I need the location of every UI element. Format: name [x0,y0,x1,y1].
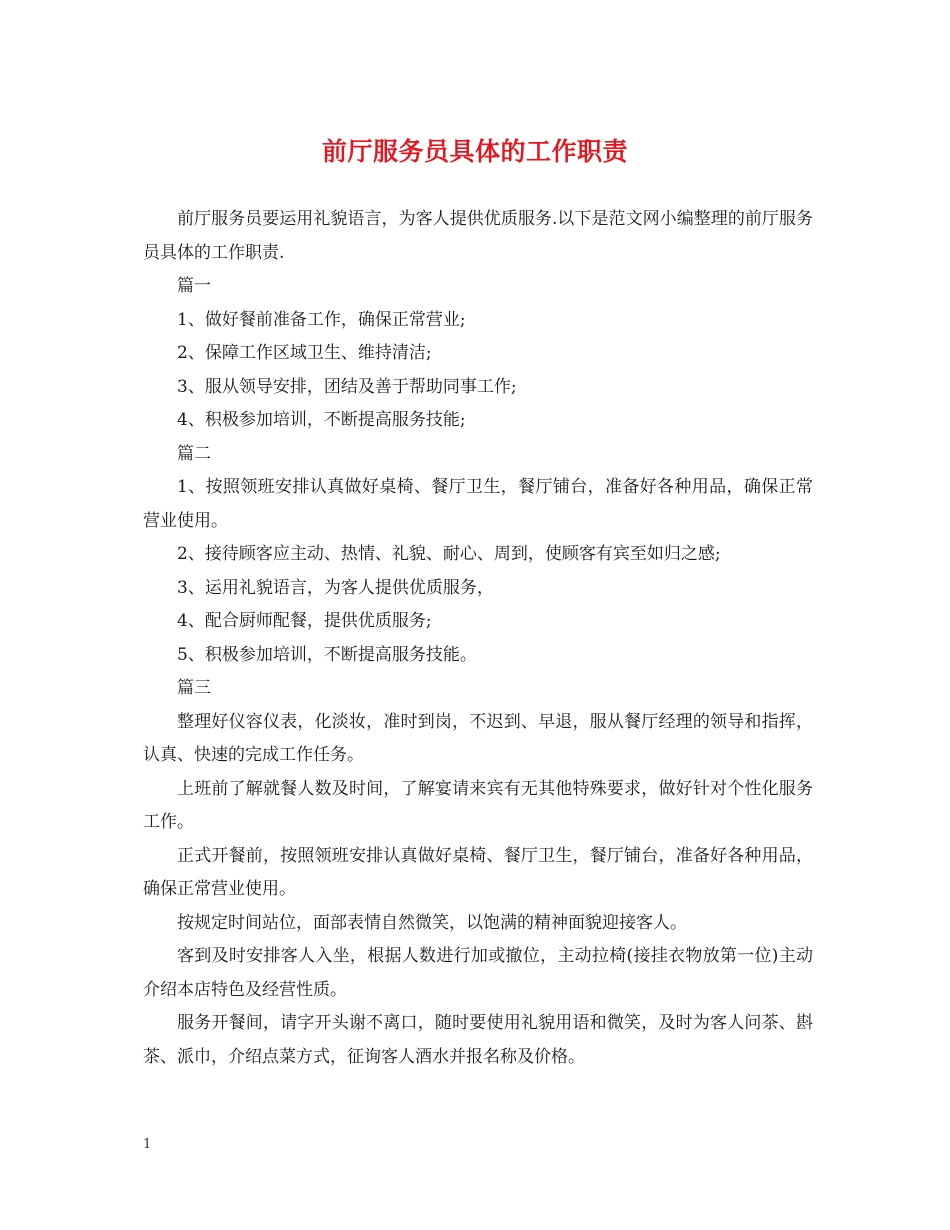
list-item: 3、运用礼貌语言，为客人提供优质服务， [177,577,494,598]
paragraph: 按规定时间站位，面部表情自然微笑，以饱满的精神面貌迎接客人。 [177,912,687,933]
document-title: 前厅服务员具体的工作职责 [321,137,628,166]
list-item: 2、保障工作区域卫生、维持清洁; [177,343,432,363]
document-body [143,203,813,1074]
paragraph: 服务开餐间，请字开头谢不离口，随时要使用礼貌用语和微笑，及时为客人问茶、斟茶、派巾，介绍点菜方式，征询客人酒水并报名称及价格。 [143,1013,813,1067]
section-heading-1: 篇一 [177,276,211,296]
list-item: 4、配合厨师配餐，提供优质服务; [177,611,432,631]
list-item: 4、积极参加培训，不断提高服务技能; [177,410,466,430]
list-item: 5、积极参加培训，不断提高服务技能。 [177,644,477,665]
section-heading-3: 篇三 [177,678,211,698]
paragraph: 客到及时安排客人入坐，根据人数进行加或撤位，主动拉椅(接挂衣物放第一位)主动介绍本店特色及经营性质。 [143,946,813,1000]
paragraph: 上班前了解就餐人数及时间，了解宴请来宾有无其他特殊要求，做好针对个性化服务工作。 [143,778,813,832]
list-item: 3、服从领导安排，团结及善于帮助同事工作; [177,376,517,397]
list-item: 1、做好餐前准备工作，确保正常营业; [177,309,466,330]
list-item: 1、按照领班安排认真做好桌椅、餐厅卫生，餐厅铺台，准备好各种用品，确保正常营业使用。 [143,477,813,531]
paragraph: 整理好仪容仪表，化淡妆，准时到岗，不迟到、早退，服从餐厅经理的领导和指挥，认真、快速的完成工作任务。 [143,711,813,765]
list-item: 2、接待顾客应主动、热情、礼貌、耐心、周到，使顾客有宾至如归之感; [177,544,721,564]
paragraph-intro: 前厅服务员要运用礼貌语言，为客人提供优质服务.以下是范文网小编整理的前厅服务员具体的工作职责. [143,209,813,263]
page-number: 1 [143,1137,152,1152]
section-heading-2: 篇二 [177,443,211,464]
paragraph: 正式开餐前，按照领班安排认真做好桌椅、餐厅卫生，餐厅铺台，准备好各种用品，确保正常营业使用。 [143,845,813,899]
